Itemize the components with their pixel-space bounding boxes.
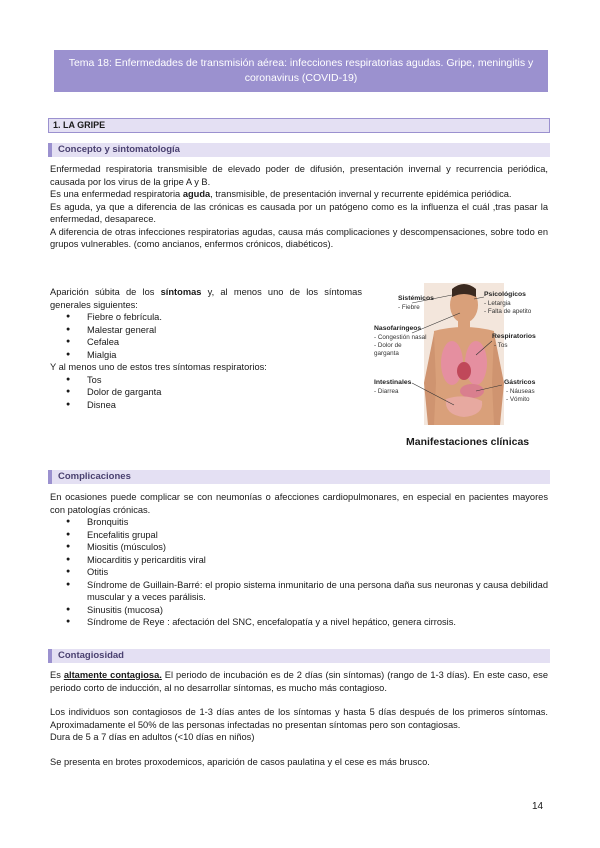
section-heading-gripe: 1. LA GRIPE <box>48 118 550 133</box>
list-item: ● Bronquitis <box>50 516 548 529</box>
aparicion-post: y, al menos uno de los síntomas generales siguientes: <box>50 287 363 310</box>
concepto-p2-pre: Es una enfermedad respiratoria <box>50 189 183 199</box>
list-item: ● Cefalea <box>50 336 362 349</box>
concepto-p2-post: , transmisible, de presentación invernal y recurrente epidémica periódica. <box>210 189 512 199</box>
label-intestinales: Intestinales <box>374 379 412 386</box>
list-item: ● Síndrome de Reye : afectación del SNC, encefalopatía y a nivel hepático, genera cirrosis. <box>50 616 548 629</box>
sub-intestinales-0: - Diarrea <box>374 388 399 395</box>
concepto-text <box>50 163 548 251</box>
figure-caption: Manifestaciones clínicas <box>406 436 530 448</box>
page-number: 14 <box>532 801 544 812</box>
list-item: ● Mialgia <box>50 349 362 362</box>
list-item: ● Disnea <box>50 399 362 412</box>
aparicion-bold: síntomas <box>160 287 202 297</box>
complicaciones-list <box>50 516 548 629</box>
respiratorios-intro: Y al menos uno de estos tres síntomas respiratorios: <box>50 362 267 372</box>
label-nasofaringeos: Nasofaríngeos <box>374 325 422 332</box>
contagiosidad-p1-post: El periodo de incubación es de 2 días (sin síntomas) (rango de 1-3 días). En este caso, ese periodo corto de inducción, al no desarrollar síntomas, es mucho más contagioso. <box>50 670 548 693</box>
sub-psicologicos-0: - Letargia <box>484 300 511 307</box>
aparicion-text <box>50 286 362 311</box>
generales-list <box>50 311 362 361</box>
contagiosidad-p1-pre: Es <box>50 670 64 680</box>
contagiosidad-p2: Los individuos son contagiosos de 1-3 días antes de los síntomas y hasta 5 días después de los primeros síntomas. Aproximadamente el 50% de las personas infectadas no presentan síntomas pero son contagiosas. <box>50 707 548 730</box>
label-sistemicos: Sistémicos <box>398 295 434 302</box>
list-item: ● Fiebre o febrícula. <box>50 311 362 324</box>
sintomas-block <box>50 286 362 411</box>
list-item: ● Otitis <box>50 566 548 579</box>
complicaciones-text <box>50 491 548 629</box>
document-title <box>54 50 548 92</box>
contagiosidad-text <box>50 669 548 768</box>
list-item: ● Malestar general <box>50 324 362 337</box>
sub-gastricos-1: - Vómito <box>506 396 530 403</box>
respiratorios-list <box>50 374 362 412</box>
label-respiratorios: Respiratorios <box>492 333 536 340</box>
list-item: ● Encefalitis grupal <box>50 529 548 542</box>
list-item: ● Síndrome de Guillain-Barré: el propio sistema inmunitario de una persona daña sus neuronas y causa debilidad muscular y a veces parálisis. <box>50 579 548 604</box>
sub-nasofaringeos-2: garganta <box>374 350 399 357</box>
concepto-p2 <box>50 188 548 201</box>
sub-respiratorios-0: - Tos <box>494 342 508 349</box>
list-item: ● Dolor de garganta <box>50 386 362 399</box>
clinical-manifestations-figure <box>372 283 552 425</box>
concepto-p2-bold: aguda <box>182 189 211 199</box>
aparicion-pre: Aparición súbita de los <box>50 287 161 297</box>
complicaciones-intro: En ocasiones puede complicar se con neumonías o afecciones cardiopulmonares, en especial en pacientes mayores con patologías crónicas. <box>50 492 548 515</box>
sub-nasofaringeos-0: - Congestión nasal <box>374 334 427 341</box>
sub-psicologicos-1: - Falta de apetito <box>484 308 532 315</box>
subheading-complicaciones: Complicaciones <box>48 470 550 484</box>
sub-nasofaringeos-1: - Dolor de <box>374 342 402 349</box>
list-item: ● Miocarditis y pericarditis viral <box>50 554 548 567</box>
contagiosidad-p1-underline: altamente contagiosa. <box>63 670 162 680</box>
title-line-2: coronavirus (COVID-19) <box>244 72 358 84</box>
sub-sistemicos-0: - Fiebre <box>398 304 420 311</box>
subheading-concepto: Concepto y sintomatología <box>48 143 550 157</box>
label-psicologicos: Psicológicos <box>484 291 526 298</box>
list-item: ● Miositis (músculos) <box>50 541 548 554</box>
title-line-1: Tema 18: Enfermedades de transmisión aérea: infecciones respiratorias agudas. Gripe, meningitis y <box>68 57 534 69</box>
concepto-p4: A diferencia de otras infecciones respiratorias agudas, causa más complicaciones y descompensaciones, sobre todo en grupos vulnerables. (como ancianos, enfermos crónicos, diabéticos). <box>50 226 548 249</box>
contagiosidad-p3: Dura de 5 a 7 días en adultos (<10 días en niños) <box>50 732 255 742</box>
contagiosidad-p1 <box>50 669 548 694</box>
list-item: ● Tos <box>50 374 362 387</box>
contagiosidad-p4: Se presenta en brotes proxodemicos, aparición de casos paulatina y el cese es más brusco. <box>50 756 430 767</box>
subheading-contagiosidad: Contagiosidad <box>48 649 550 663</box>
list-item: ● Sinusitis (mucosa) <box>50 604 548 617</box>
concepto-p3: Es aguda, ya que a diferencia de las crónicas es causada por un patógeno como es la influenza el cuál ,tras pasar la enfermedad, desaparece. <box>50 201 548 224</box>
sub-gastricos-0: - Náuseas <box>506 388 535 395</box>
concepto-p1: Enfermedad respiratoria transmisible de elevado poder de difusión, presentación invernal y recurrencia periódica, causada por los virus de la gripe A y B. <box>50 164 548 187</box>
label-gastricos: Gástricos <box>504 379 536 386</box>
